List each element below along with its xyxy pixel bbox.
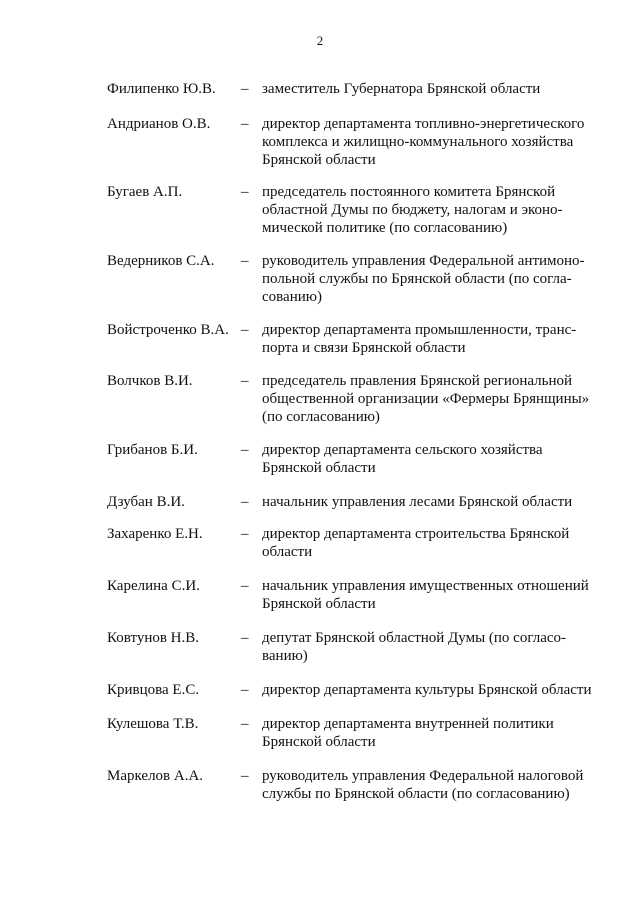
- position-line: директор департамента внутренней политики: [262, 716, 554, 732]
- member-name: Кулешова Т.В.: [107, 716, 199, 732]
- member-name: Маркелов А.А.: [107, 768, 204, 784]
- member-name: Грибанов Б.И.: [107, 442, 198, 458]
- position-line: областной Думы по бюджету, налогам и эконо-: [262, 202, 563, 218]
- position-line: сованию): [262, 289, 322, 305]
- dash-separator: –: [241, 442, 249, 458]
- position-line: польной службы по Брянской области (по согла-: [262, 271, 572, 287]
- dash-separator: –: [241, 682, 249, 698]
- dash-separator: –: [241, 630, 249, 646]
- position-line: председатель постоянного комитета Брянской: [262, 184, 556, 200]
- member-position: [262, 80, 602, 98]
- dash-separator: –: [241, 184, 249, 200]
- member-position: [262, 372, 602, 426]
- page-number: 2: [316, 33, 324, 48]
- position-line: ванию): [262, 648, 308, 664]
- member-position: [262, 577, 602, 613]
- dash-separator: –: [241, 373, 249, 389]
- member-name: Захаренко Е.Н.: [107, 526, 203, 542]
- member-name: Бугаев А.П.: [107, 184, 183, 200]
- member-name: Ведерников С.А.: [107, 253, 215, 269]
- member-name: Карелина С.И.: [107, 578, 200, 594]
- position-line: комплекса и жилищно-коммунального хозяйства: [262, 134, 574, 150]
- member-position: [262, 525, 602, 561]
- position-line: директор департамента промышленности, транс-: [262, 322, 577, 338]
- member-name: Кривцова Е.С.: [107, 682, 200, 698]
- position-line: директор департамента строительства Брянской: [262, 526, 570, 542]
- position-line: Брянской области: [262, 152, 376, 168]
- position-line: заместитель Губернатора Брянской области: [262, 81, 541, 97]
- position-line: Брянской области: [262, 734, 376, 750]
- position-line: (по согласованию): [262, 409, 380, 425]
- position-line: директор департамента культуры Брянской области: [262, 682, 592, 698]
- position-line: депутат Брянской областной Думы (по согласо-: [262, 630, 567, 646]
- dash-separator: –: [241, 253, 249, 269]
- dash-separator: –: [241, 768, 249, 784]
- dash-separator: –: [241, 81, 249, 97]
- member-name: Дзубан В.И.: [107, 494, 185, 510]
- dash-separator: –: [241, 116, 249, 132]
- member-position: [262, 183, 602, 237]
- member-name: Филипенко Ю.В.: [107, 81, 216, 97]
- position-line: начальник управления лесами Брянской области: [262, 494, 573, 510]
- position-line: общественной организации «Фермеры Брянщины»: [262, 391, 590, 407]
- dash-separator: –: [241, 526, 249, 542]
- position-line: председатель правления Брянской региональной: [262, 373, 573, 389]
- member-position: [262, 115, 602, 169]
- position-line: порта и связи Брянской области: [262, 340, 466, 356]
- position-line: службы по Брянской области (по согласованию): [262, 786, 570, 802]
- position-line: Брянской области: [262, 460, 376, 476]
- member-position: [262, 252, 602, 306]
- position-line: директор департамента топливно-энергетического: [262, 116, 585, 132]
- member-name: Ковтунов Н.В.: [107, 630, 200, 646]
- position-line: мической политике (по согласованию): [262, 220, 508, 236]
- position-line: начальник управления имущественных отношений: [262, 578, 589, 594]
- member-position: [262, 493, 602, 511]
- member-position: [262, 321, 602, 357]
- member-position: [262, 767, 602, 803]
- member-name: Андрианов О.В.: [107, 116, 211, 132]
- member-position: [262, 629, 602, 665]
- position-line: Брянской области: [262, 596, 376, 612]
- dash-separator: –: [241, 716, 249, 732]
- position-line: области: [262, 544, 313, 560]
- position-line: руководитель управления Федеральной налоговой: [262, 768, 584, 784]
- member-position: [262, 681, 602, 699]
- member-name: Волчков В.И.: [107, 373, 193, 389]
- member-position: [262, 715, 602, 751]
- position-line: руководитель управления Федеральной антимоно-: [262, 253, 585, 269]
- dash-separator: –: [241, 494, 249, 510]
- member-position: [262, 441, 602, 477]
- dash-separator: –: [241, 322, 249, 338]
- member-name: Войстроченко В.А.: [107, 322, 229, 338]
- dash-separator: –: [241, 578, 249, 594]
- position-line: директор департамента сельского хозяйства: [262, 442, 543, 458]
